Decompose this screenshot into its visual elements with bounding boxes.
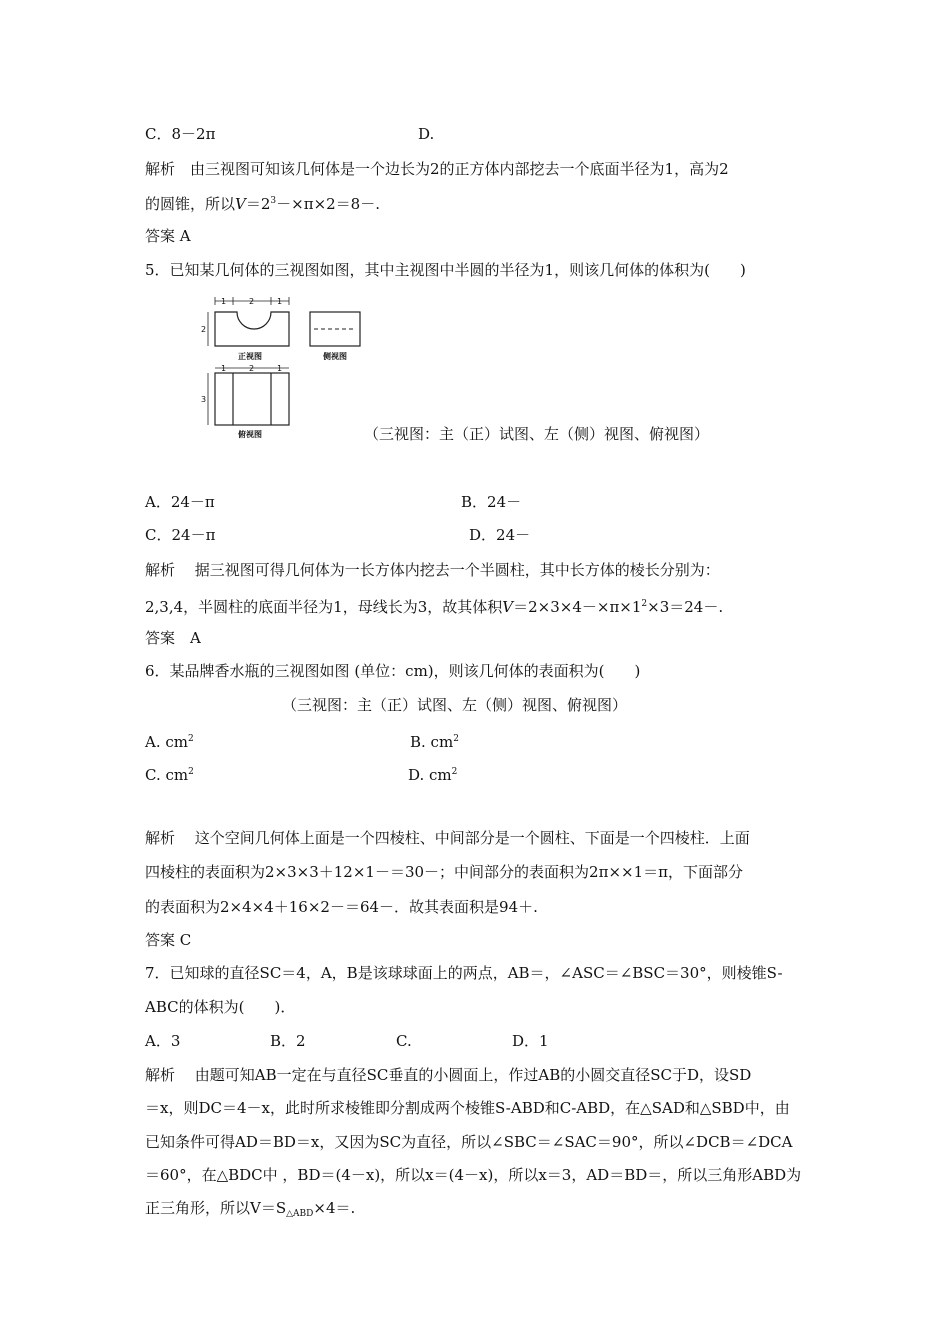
top-dim-1a: 1	[221, 364, 227, 373]
front-view-label: 正视图	[238, 352, 262, 361]
q4-solution-line1: 解析 由三视图可知该几何体是一个边长为2的正方体内部挖去一个底面半径为1，高为2	[145, 160, 729, 178]
q6-option-a: A. $cm^2$	[145, 733, 194, 751]
q7-solution-line3: 已知条件可得AD＝BD＝x，又因为SC为直径，所以∠SBC＝∠SAC＝90°，所以∠DCB＝∠DCA	[145, 1133, 793, 1151]
q5-stem: 5．已知某几何体的三视图如图，其中主视图中半圆的半径为1，则该几何体的体积为( )	[145, 261, 746, 279]
q7-solution-line1: 解析 由题可知AB一定在与直径SC垂直的小圆面上，作过AB的小圆交直径SC于D，设SD	[145, 1066, 752, 1084]
q7-solution-line5: 正三角形，所以$V=S_{\triangle ABD}\times 4=$.	[145, 1199, 356, 1219]
front-dim-2: 2	[249, 297, 255, 306]
q7-option-b: B．2	[270, 1032, 306, 1050]
q7-stem-line1: 7．已知球的直径SC＝4，A，B是该球球面上的两点，AB＝，∠ASC＝∠BSC＝30°，则棱锥S-	[145, 964, 783, 982]
q6-solution-line2: 四棱柱的表面积为2×3×3＋12×1－＝30－；中间部分的表面积为2π××1＝π，下面部分	[145, 863, 743, 881]
front-dim-1b: 1	[277, 297, 283, 306]
q7-option-a: A．3	[145, 1032, 181, 1050]
q7-solution-line2: ＝x，则DC＝4－x，此时所求棱锥即分割成两个棱锥S-ABD和C-ABD，在△SAD和△SBD中，由	[145, 1099, 790, 1117]
top-view-label: 俯视图	[238, 430, 262, 439]
q5-option-c: C．24－π	[145, 526, 216, 544]
q5-option-a: A．24－π	[145, 493, 215, 511]
q6-option-d: D. $cm^2$	[408, 766, 458, 784]
three-view-figure	[200, 292, 420, 446]
q5-answer: 答案 A	[145, 629, 201, 647]
top-dim-2: 2	[249, 364, 255, 373]
top-view-shape	[215, 373, 289, 425]
q4-answer: 答案 A	[145, 227, 191, 245]
q6-solution-line1: 解析 这个空间几何体上面是一个四棱柱、中间部分是一个圆柱、下面是一个四棱柱．上面	[145, 829, 750, 847]
front-view-shape	[215, 312, 289, 346]
q4-option-c: C．8－2π	[145, 125, 216, 143]
q4-solution-line2: 的圆锥，所以$V=2^3-\times\pi\times 2=8-$.	[145, 195, 380, 213]
q4-option-d: D.	[418, 125, 435, 143]
q5-solution-line2: 2,3,4，半圆柱的底面半径为1，母线长为3，故其体积$V=2\times 3\times 4-\times\pi\times 1^2\times 3=24-$.	[145, 598, 724, 616]
q5-option-b: B．24－	[461, 493, 522, 511]
top-dim-left: 3	[201, 395, 207, 404]
q7-option-d: D．1	[512, 1032, 549, 1050]
q7-solution-line4: ＝60°，在△BDC中 ，BD＝(4－x)，所以x＝(4－x)，所以x＝3，AD＝BD＝，所以三角形ABD为	[145, 1166, 802, 1184]
q7-option-c: C.	[396, 1032, 412, 1050]
q6-answer: 答案 C	[145, 931, 192, 949]
q6-stem: 6．某品牌香水瓶的三视图如图 (单位：cm)，则该几何体的表面积为( )	[145, 662, 641, 680]
top-dim-1b: 1	[277, 364, 283, 373]
q6-solution-line3: 的表面积为2×4×4＋16×2－＝64－．故其表面积是94＋.	[145, 898, 538, 916]
q6-figure-caption: （三视图：主（正）试图、左（侧）视图、俯视图）	[282, 696, 628, 714]
q6-option-c: C. $cm^2$	[145, 766, 194, 784]
front-dim-left: 2	[201, 325, 207, 334]
side-view-label: 侧视图	[323, 352, 347, 361]
q7-stem-line2: ABC的体积为( )．	[145, 998, 296, 1016]
q5-option-d: D．24－	[469, 526, 531, 544]
q5-figure-caption: （三视图：主（正）试图、左（侧）视图、俯视图）	[364, 425, 710, 443]
front-dim-1a: 1	[221, 297, 227, 306]
q5-solution-line1: 解析 据三视图可得几何体为一长方体内挖去一个半圆柱，其中长方体的棱长分别为：	[145, 561, 720, 579]
q6-option-b: B. $cm^2$	[410, 733, 459, 751]
